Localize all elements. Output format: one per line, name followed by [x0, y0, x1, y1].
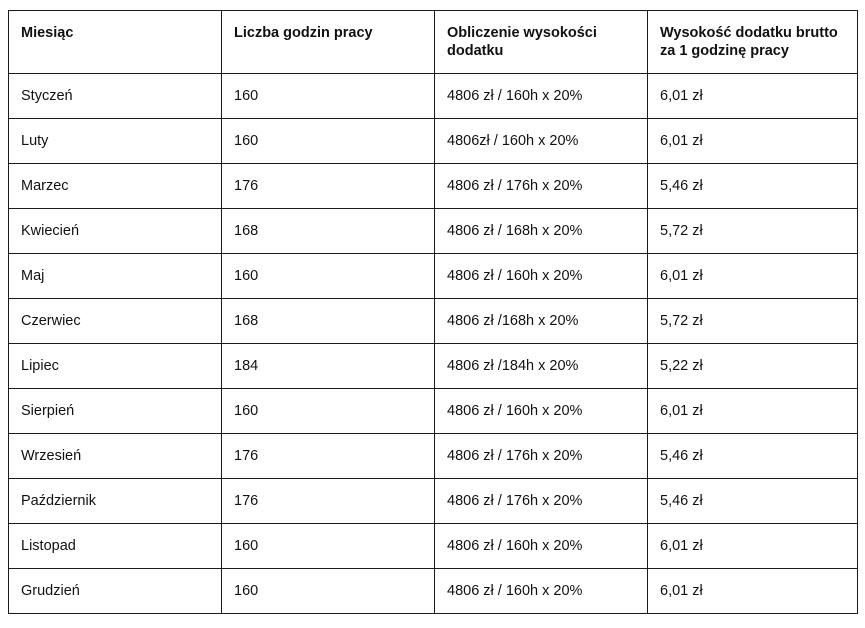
table-row [9, 344, 858, 389]
cell-hours: 160 [222, 119, 435, 164]
cell-allowance: 5,46 zł [648, 164, 858, 209]
cell-hours: 184 [222, 344, 435, 389]
header-calculation: Obliczenie wysokości dodatku [435, 11, 648, 74]
cell-month: Lipiec [9, 344, 222, 389]
cell-hours: 160 [222, 74, 435, 119]
cell-month: Wrzesień [9, 434, 222, 479]
cell-calculation: 4806 zł / 176h x 20% [435, 164, 648, 209]
table-row [9, 299, 858, 344]
cell-calculation: 4806 zł /168h x 20% [435, 299, 648, 344]
table-row [9, 74, 858, 119]
cell-allowance: 6,01 zł [648, 119, 858, 164]
cell-month: Październik [9, 479, 222, 524]
cell-month: Listopad [9, 524, 222, 569]
cell-calculation: 4806zł / 160h x 20% [435, 119, 648, 164]
header-row [9, 11, 858, 74]
cell-calculation: 4806 zł / 160h x 20% [435, 254, 648, 299]
cell-month: Marzec [9, 164, 222, 209]
cell-month: Grudzień [9, 569, 222, 614]
cell-allowance: 5,72 zł [648, 209, 858, 254]
cell-calculation: 4806 zł / 176h x 20% [435, 434, 648, 479]
table-row [9, 569, 858, 614]
header-allowance: Wysokość dodatku brutto za 1 godzinę pracy [648, 11, 858, 74]
cell-calculation: 4806 zł / 176h x 20% [435, 479, 648, 524]
cell-calculation: 4806 zł / 160h x 20% [435, 569, 648, 614]
cell-calculation: 4806 zł /184h x 20% [435, 344, 648, 389]
cell-month: Styczeń [9, 74, 222, 119]
cell-hours: 160 [222, 254, 435, 299]
cell-calculation: 4806 zł / 168h x 20% [435, 209, 648, 254]
cell-hours: 160 [222, 389, 435, 434]
cell-hours: 176 [222, 479, 435, 524]
cell-hours: 160 [222, 524, 435, 569]
cell-month: Kwiecień [9, 209, 222, 254]
table-header [9, 11, 858, 74]
table-row [9, 119, 858, 164]
table-row [9, 209, 858, 254]
cell-allowance: 6,01 zł [648, 389, 858, 434]
cell-allowance: 5,72 zł [648, 299, 858, 344]
cell-allowance: 6,01 zł [648, 74, 858, 119]
cell-allowance: 5,46 zł [648, 434, 858, 479]
table-row [9, 254, 858, 299]
cell-hours: 176 [222, 164, 435, 209]
cell-month: Sierpień [9, 389, 222, 434]
cell-hours: 160 [222, 569, 435, 614]
cell-hours: 168 [222, 299, 435, 344]
table-row [9, 434, 858, 479]
table-row [9, 164, 858, 209]
cell-allowance: 5,22 zł [648, 344, 858, 389]
cell-calculation: 4806 zł / 160h x 20% [435, 389, 648, 434]
table-row [9, 524, 858, 569]
cell-month: Czerwiec [9, 299, 222, 344]
allowance-table-container [8, 10, 858, 614]
allowance-table [8, 10, 858, 614]
cell-month: Luty [9, 119, 222, 164]
cell-hours: 168 [222, 209, 435, 254]
table-row [9, 479, 858, 524]
cell-month: Maj [9, 254, 222, 299]
header-hours: Liczba godzin pracy [222, 11, 435, 74]
cell-calculation: 4806 zł / 160h x 20% [435, 74, 648, 119]
header-month: Miesiąc [9, 11, 222, 74]
cell-allowance: 6,01 zł [648, 254, 858, 299]
cell-hours: 176 [222, 434, 435, 479]
table-row [9, 389, 858, 434]
cell-allowance: 6,01 zł [648, 524, 858, 569]
cell-allowance: 6,01 zł [648, 569, 858, 614]
table-body [9, 74, 858, 614]
cell-allowance: 5,46 zł [648, 479, 858, 524]
cell-calculation: 4806 zł / 160h x 20% [435, 524, 648, 569]
